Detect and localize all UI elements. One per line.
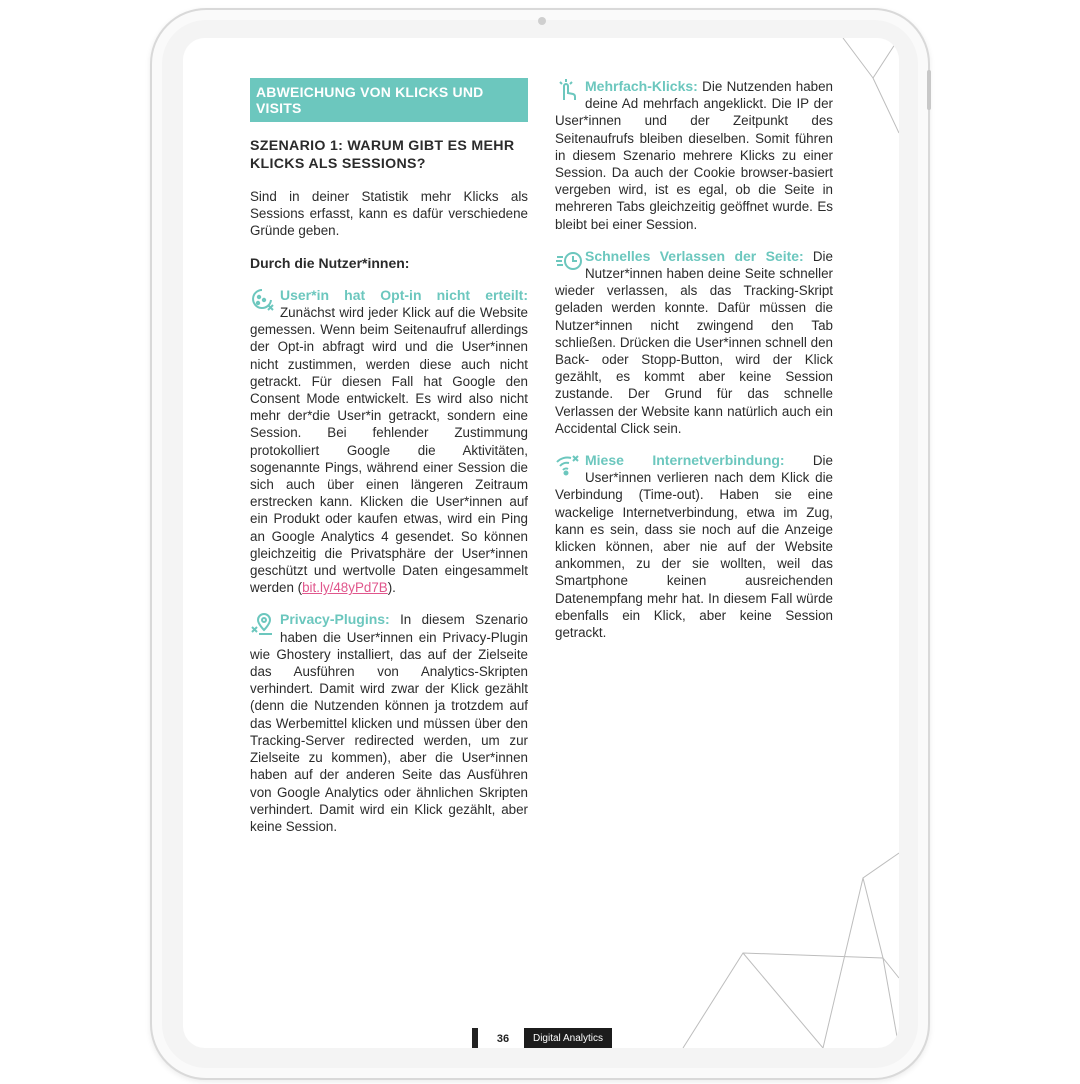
click-hand-icon: [555, 78, 581, 104]
item-text: Die User*innen verlieren nach dem Klick die Verbindung (Time-out). Haben sie eine wackelige Internetverbindung, etwa im Zug, kann es sein, dass sie noch auf die Anzeige klicken können, aber nie auf der Website ankommen, zu der sie wollten, weil das Smartphone keinen ausreichenden Datenempfang mehr hat. In diesem Fall würde ebenfalls ein Klick, aber keine Session getrackt.: [555, 453, 833, 641]
item-text: Die Nutzer*innen haben deine Seite schneller wieder verlassen, als das Tracking-Skript geladen werden konnte. Dafür müssen die Nutzer*innen nicht zwingend den Tab schließen. Drücken die User*innen schnell den Back- oder Stopp-Button, wird der Klick gezählt, es kommt aber keine Session zustande. Der Grund für das schnelle Verlassen der Website kann natürlich auch ein Accidental Click sein.: [555, 248, 833, 436]
wifi-off-icon: [555, 452, 581, 478]
item-fast-exit: [555, 248, 833, 437]
item-tail: ).: [387, 580, 396, 596]
right-column: [555, 78, 833, 641]
privacy-location-icon: [250, 611, 276, 637]
item-privacy-plugins: [250, 611, 528, 835]
item-multi-clicks: [555, 78, 833, 233]
item-title: Schnelles Verlassen der Seite:: [585, 247, 804, 264]
camera-dot: [538, 17, 546, 25]
item-text: In diesem Szenario haben die User*innen ein Privacy-Plugin wie Ghostery installiert, das auf der Zielseite das Ausführen von Analytics-Skripten verhindert. Damit wird zwar der Klick gezählt (denn die Nutzenden können ja trotzdem auf das Werbemittel klicken und müssen über den Tracking-Server redirected werden, um zur Zielseite zu kommen), aber die User*innen haben auf der anderen Seite das Ausführen von Google Analytics oder ähnlichen Skripten verhindert. Damit wird ein Klick gezählt, aber keine Session.: [250, 612, 528, 834]
scenario-title: SZENARIO 1: WARUM GIBT ES MEHR KLICKS ALS SESSIONS?: [250, 138, 515, 172]
item-title: Privacy-Plugins:: [280, 611, 390, 628]
footer-label: Digital Analytics: [524, 1028, 612, 1048]
item-text: Zunächst wird jeder Klick auf die Website gemessen. Wenn beim Seitenaufruf allerdings der Opt-in abfragt wird und die User*innen nicht zustimmen, werden diese auch nicht getrackt. Für diesen Fall hat Google den Consent Mode entwickelt. Es wird also nicht mehr der*die User*in getrackt, sondern eine Session. Bei fehlender Zustimmung protokolliert Google die Aktivitäten, sogenannte Pings, während einer Session die sich auch über einen längeren Zeitraum erstrecken kann. Klicken die User*innen auf ein Produkt oder kaufen etwas, wird ein Ping an Google Analytics 4 gesendet. So können gleichzeitig die Privatsphäre der User*innen geschützt und wertvolle Daten eingesammelt werden (: [250, 305, 528, 596]
side-button: [927, 70, 931, 110]
intro-paragraph: Sind in deiner Statistik mehr Klicks als Sessions erfasst, kann es dafür verschiedene Gründe geben.: [250, 189, 528, 239]
document-page: [183, 38, 899, 1048]
item-opt-in: [250, 287, 528, 597]
subheading: Durch die Nutzer*innen:: [250, 254, 410, 271]
item-title: Miese Internetverbindung:: [585, 452, 785, 469]
fast-exit-clock-icon: [555, 248, 581, 274]
cookie-opt-out-icon: [250, 287, 276, 313]
left-column: [250, 78, 528, 835]
link-bitly[interactable]: bit.ly/48yPd7B: [302, 580, 388, 596]
section-heading: ABWEICHUNG VON KLICKS UND VISITS: [250, 78, 528, 122]
page-number: 36: [472, 1028, 528, 1048]
item-title: Mehrfach-Klicks:: [585, 78, 698, 94]
item-text: Die Nutzenden haben deine Ad mehrfach angeklickt. Die IP der User*innen und der Zeitpunkt des Seitenaufrufs bleiben dieselben. Somit führen in diesem Szenario mehrere Klicks zu einer Session. Da auch der Cookie browser-basiert vergeben wird, ist es egal, ob die Seite in mehreren Tabs gleichzeitig geöffnet wurde. Es bleibt bei einer Session.: [555, 79, 833, 232]
item-title: User*in hat Opt-in nicht erteilt:: [280, 286, 528, 303]
item-bad-connection: [555, 452, 833, 641]
